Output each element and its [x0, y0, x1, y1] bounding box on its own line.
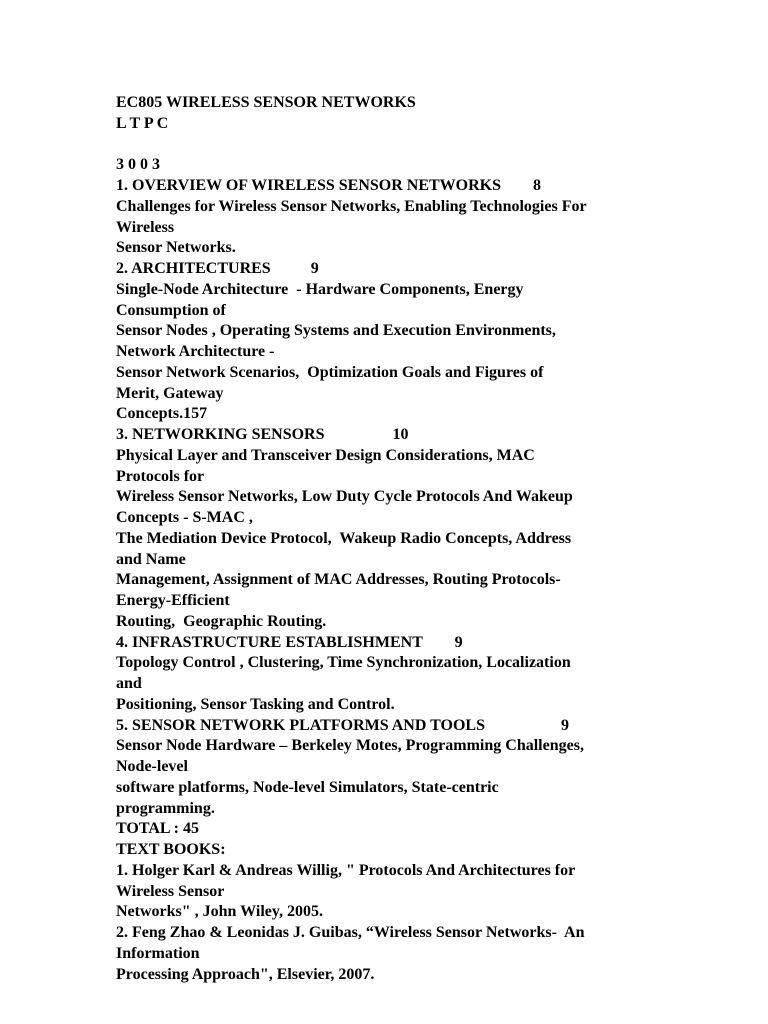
unit-3-text: Energy-Efficient [116, 592, 230, 609]
text-book-1: Wireless Sensor [116, 882, 225, 900]
unit-1-text: Wireless [116, 218, 175, 236]
text-book-2: Information [116, 944, 200, 962]
unit-5-text: software platforms, Node-level Simulators, State-centric [116, 778, 499, 796]
unit-3-text: Physical Layer and Transceiver Design Considerations, MAC [116, 446, 535, 464]
unit-3-text: Concepts - S-MAC , [116, 509, 253, 526]
unit-2-text: Sensor Network Scenarios, Optimization Goals and Figures of [116, 363, 544, 381]
unit-5-text: programming. [116, 799, 215, 817]
ltpc-header: L T P C [116, 114, 169, 132]
total-hours: TOTAL : 45 [116, 820, 199, 838]
unit-3-heading: 3. NETWORKING SENSORS 10 [116, 426, 409, 443]
unit-3-text: Routing, Geographic Routing. [116, 612, 327, 630]
text-books-heading: TEXT BOOKS: [116, 841, 226, 858]
unit-1-text: Sensor Networks. [116, 239, 236, 257]
unit-3-text: The Mediation Device Protocol, Wakeup Radio Concepts, Address [116, 529, 572, 547]
unit-3-text: Management, Assignment of MAC Addresses, Routing Protocols- [116, 571, 561, 589]
unit-4-text: Topology Control , Clustering, Time Synchronization, Localization [116, 654, 571, 672]
unit-4-heading: 4. INFRASTRUCTURE ESTABLISHMENT 9 [116, 633, 463, 651]
unit-2-text: Consumption of [116, 301, 226, 319]
text-book-1: 1. Holger Karl & Andreas Willig, " Protocols And Architectures for [116, 861, 576, 879]
text-book-2: 2. Feng Zhao & Leonidas J. Guibas, “Wireless Sensor Networks- An [116, 924, 585, 941]
unit-2-text: Single-Node Architecture - Hardware Components, Energy [116, 280, 524, 298]
text-book-1: Networks" , John Wiley, 2005. [116, 903, 323, 921]
unit-1-text: Challenges for Wireless Sensor Networks, Enabling Technologies For [116, 197, 587, 215]
text-book-2: Processing Approach", Elsevier, 2007. [116, 965, 375, 983]
unit-2-text: Concepts.157 [116, 405, 208, 423]
ltpc-values: 3 0 0 3 [116, 156, 160, 174]
unit-2-text: Network Architecture - [116, 343, 275, 360]
unit-5-text: Sensor Node Hardware – Berkeley Motes, Programming Challenges, [116, 737, 584, 755]
unit-1-heading: 1. OVERVIEW OF WIRELESS SENSOR NETWORKS 8 [116, 177, 542, 194]
unit-2-text: Sensor Nodes , Operating Systems and Execution Environments, [116, 322, 556, 340]
unit-2-text: Merit, Gateway [116, 384, 224, 402]
blank-line [116, 135, 661, 156]
unit-3-text: Protocols for [116, 467, 205, 485]
syllabus-text [116, 93, 661, 985]
unit-4-text: Positioning, Sensor Tasking and Control. [116, 695, 395, 713]
unit-3-text: Wireless Sensor Networks, Low Duty Cycle Protocols And Wakeup [116, 488, 573, 506]
course-title: EC805 WIRELESS SENSOR NETWORKS [116, 94, 416, 111]
unit-4-text: and [116, 675, 142, 692]
unit-3-text: and Name [116, 550, 186, 568]
unit-5-text: Node-level [116, 758, 188, 775]
unit-5-heading: 5. SENSOR NETWORK PLATFORMS AND TOOLS 9 [116, 716, 569, 734]
unit-2-heading: 2. ARCHITECTURES 9 [116, 260, 319, 277]
